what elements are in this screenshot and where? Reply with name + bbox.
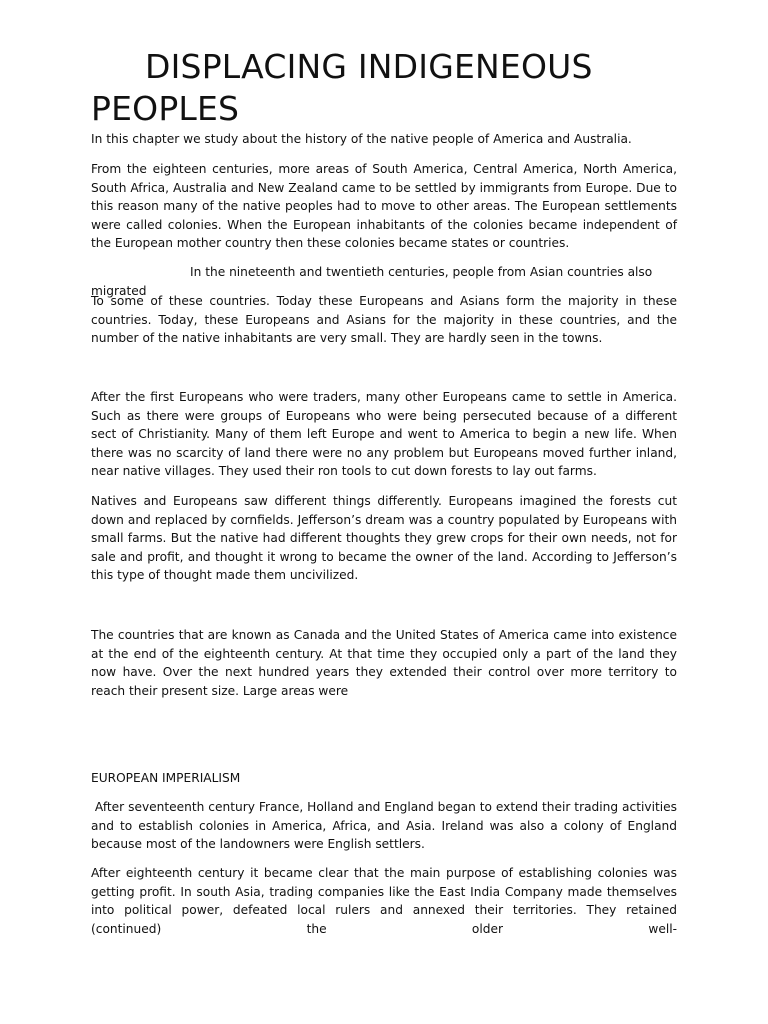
paragraph-eighteenth-century: After eighteenth century it became clear that the main purpose of establishing colonies was getting profit. In south Asia, trading companies like the East India Company made themselves into political power, defeated local rulers and annexed their territories. They retained (continued) the older well- <box>91 866 677 936</box>
paragraph-seventeenth-century: After seventeenth century France, Holland and England began to extend their trading activities and to establish colonies in America, Africa, and Asia. Ireland was also a colony of England because most of the landowners were English settlers. <box>91 800 681 852</box>
paragraph-natives-europeans: Natives and Europeans saw different things differently. Europeans imagined the forests cut down and replaced by cornfields. Jefferson’s dream was a country populated by Europeans with small farms. But the native had different thoughts they grew crops for their own needs, not for sale and profit, and thought it wrong to became the owner of the land. According to Jefferson’s this type of thought made them uncivilized. <box>91 494 677 583</box>
section-heading-european-imperialism: EUROPEAN IMPERIALISM <box>91 771 241 785</box>
paragraph-canada-usa: The countries that are known as Canada and the United States of America came into existence at the end of the eighteenth century. At that time they occupied only a part of the land they now have. Over the next hundred years they extended their control over more territory to reach their present size. Large areas were <box>91 628 677 698</box>
paragraph-asian-migration: In the nineteenth and twentieth centuries, people from Asian countries also migrated <box>91 265 653 298</box>
paragraph-traders: After the first Europeans who were traders, many other Europeans came to settle in America. Such as there were groups of Europeans who were being persecuted because of a different sect of Christianity. Many of them left Europe and went to America to begin a new life. When there was no scarcity of land there were no any problem but Europeans moved further inland, near native villages. They used their ron tools to cut down forests to lay out farms. <box>91 390 677 479</box>
paragraph-majority: To some of these countries. Today these Europeans and Asians form the majority in these countries. Today, these Europeans and Asians for the majority in these countries, and the number of the native inhabitants are very small. They are hardly seen in the towns. <box>91 294 677 346</box>
document-title: DISPLACING INDIGENEOUS PEOPLES <box>91 47 593 128</box>
paragraph-settlement: From the eighteen centuries, more areas of South America, Central America, North America, South Africa, Australia and New Zealand came to be settled by immigrants from Europe. Due to this reason many of the native peoples had to move to other areas. The European settlements were called colonies. When the European inhabitants of the colonies became independent of the European mother country then these colonies became states or countries. <box>91 162 677 251</box>
paragraph-intro: In this chapter we study about the history of the native people of America and Australia. <box>91 132 632 146</box>
